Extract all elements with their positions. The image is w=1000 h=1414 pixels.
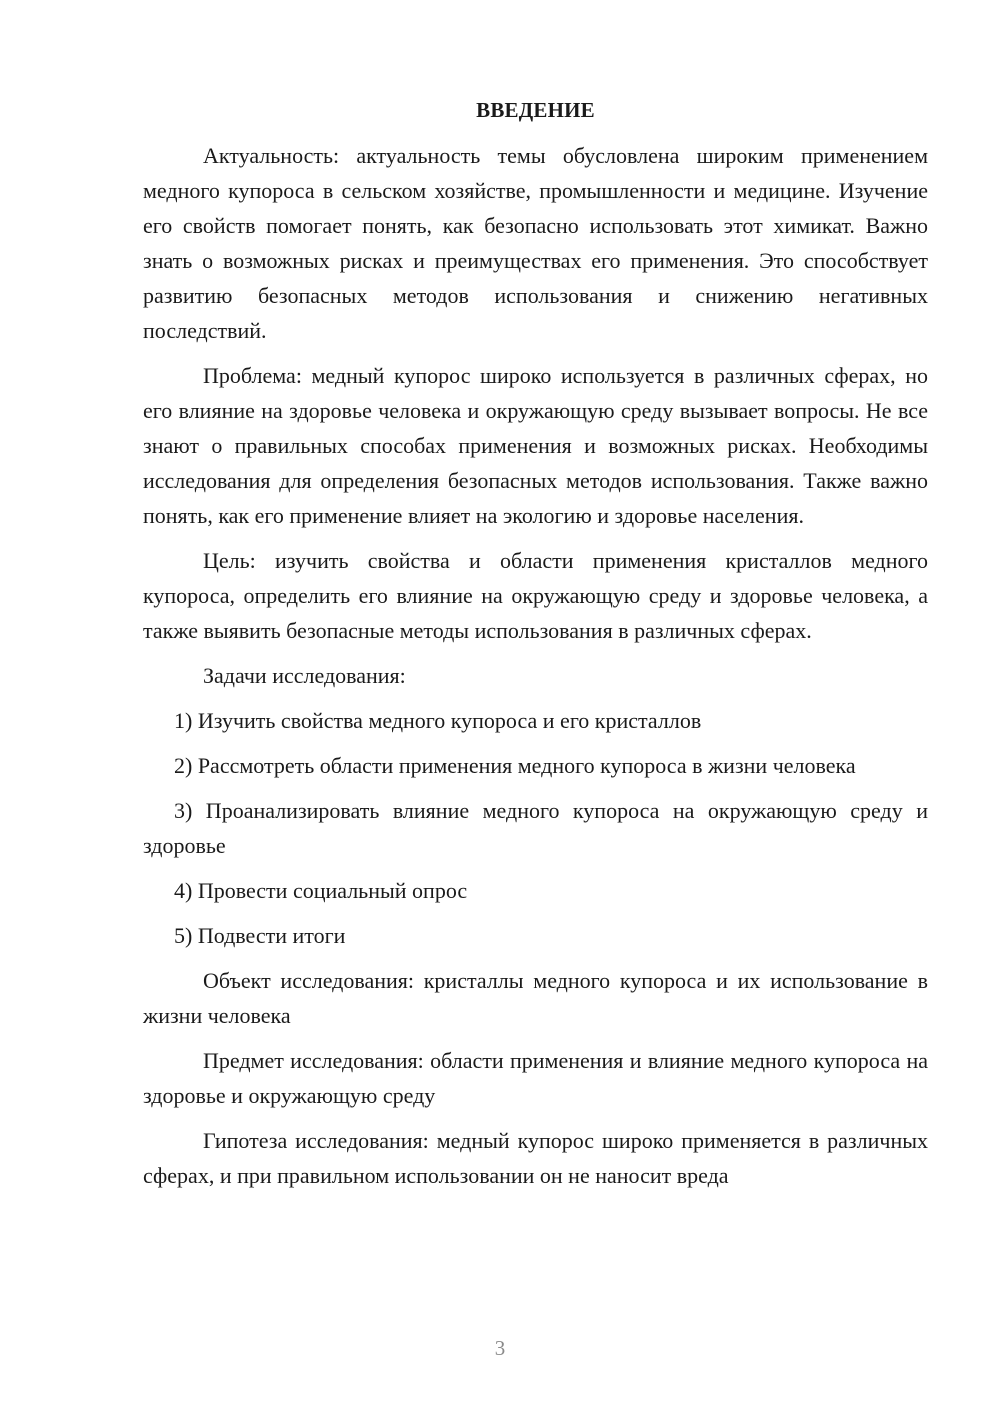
relevance-paragraph: Актуальность: актуальность темы обусловлена широким применением медного купороса в сельском хозяйстве, промышленности и медицине. Изучение его свойств помогает понять, как безопасно использовать этот химикат. Важно знать о возможных рисках и преимуществах его применения. Это способствует развитию безопасных методов использования и снижению негативных последствий. (143, 143, 928, 343)
hypothesis-paragraph: Гипотеза исследования: медный купорос широко применяется в различных сферах, и при правильном использовании он не наносит вреда (143, 1128, 928, 1188)
task-item: 5) Подвести итоги (174, 923, 346, 948)
task-item: 2) Рассмотреть области применения медного купороса в жизни человека (174, 753, 856, 778)
page-number: 3 (494, 1336, 506, 1360)
task-item: 3) Проанализировать влияние медного купороса на окружающую среду и здоровье (143, 798, 928, 858)
subject-paragraph: Предмет исследования: области применения и влияние медного купороса на здоровье и окружающую среду (143, 1048, 928, 1108)
page-title: ВВЕДЕНИЕ (476, 98, 595, 122)
goal-paragraph: Цель: изучить свойства и области применения кристаллов медного купороса, определить его влияние на окружающую среду и здоровье человека, а также выявить безопасные методы использования в различных сферах. (143, 548, 928, 643)
task-item: 1) Изучить свойства медного купороса и его кристаллов (174, 708, 702, 733)
task-item: 4) Провести социальный опрос (174, 878, 468, 903)
page-content (143, 94, 928, 1203)
problem-paragraph: Проблема: медный купорос широко используется в различных сферах, но его влияние на здоровье человека и окружающую среду вызывает вопросы. Не все знают о правильных способах применения и возможных рисках. Необходимы исследования для определения безопасных методов использования. Также важно понять, как его применение влияет на экологию и здоровье населения. (143, 363, 928, 528)
object-paragraph: Объект исследования: кристаллы медного купороса и их использование в жизни человека (143, 968, 928, 1028)
tasks-list (143, 703, 928, 953)
tasks-heading: Задачи исследования: (203, 663, 406, 688)
